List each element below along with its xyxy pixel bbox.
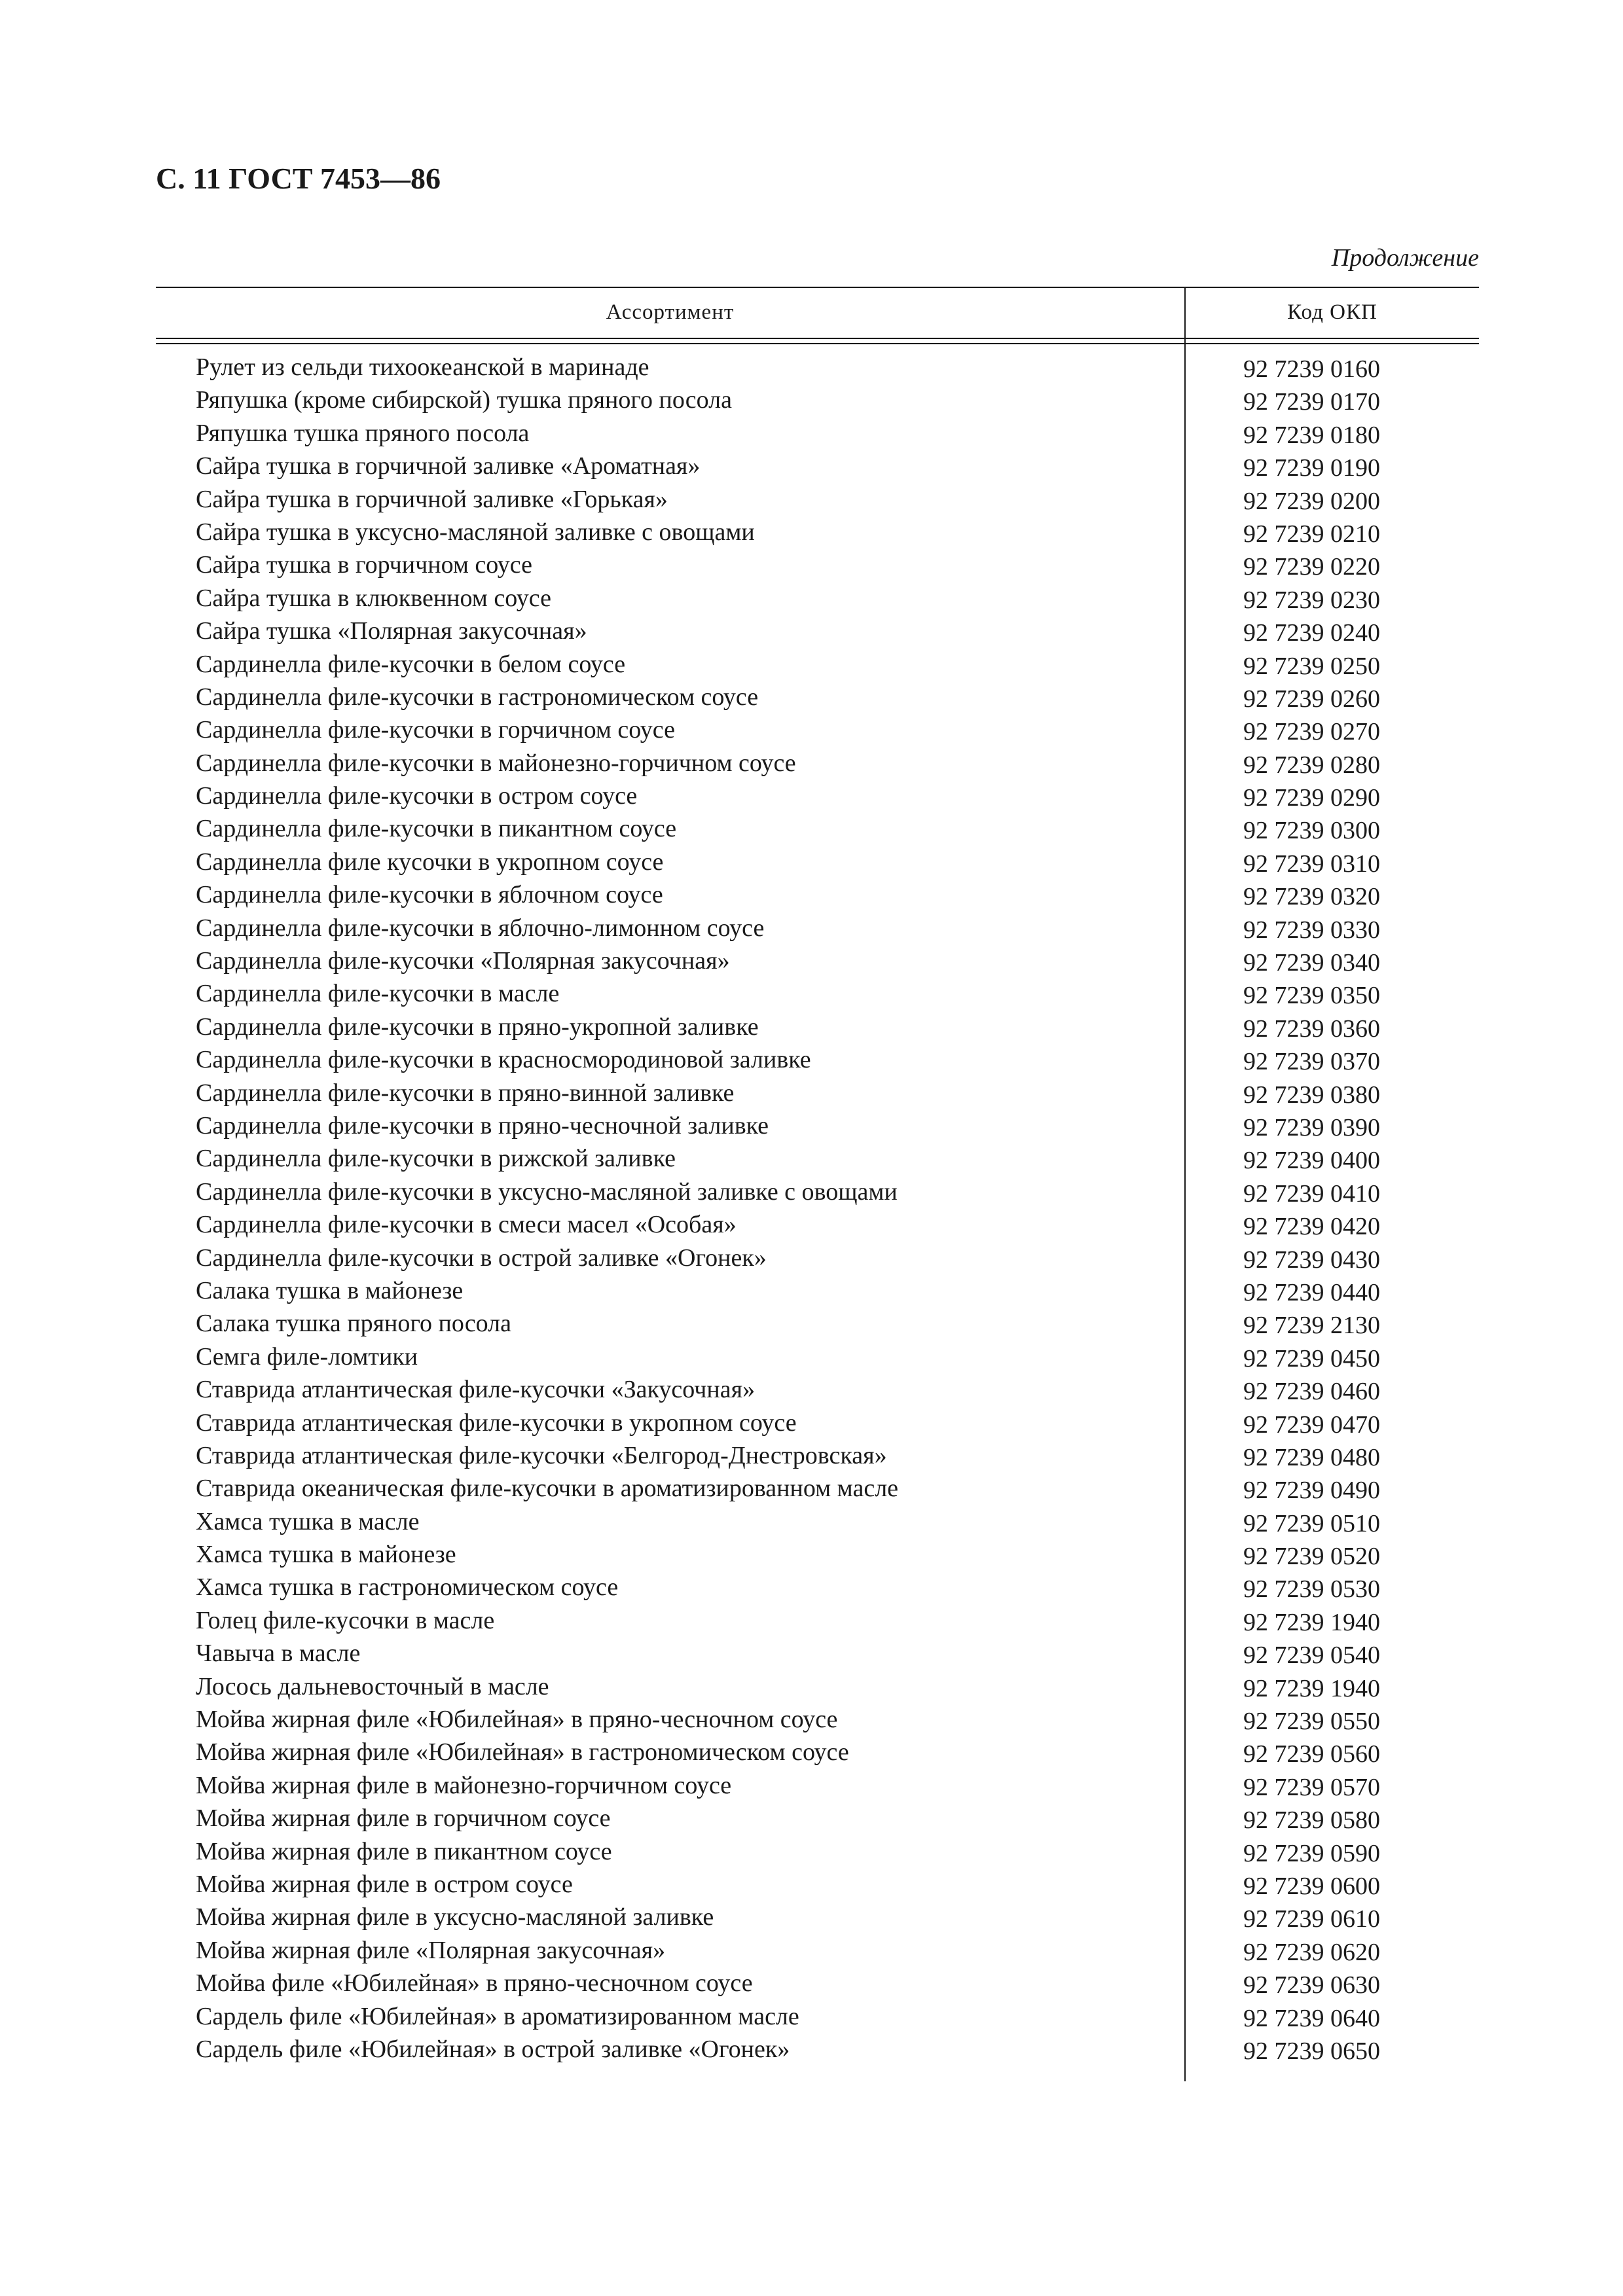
assortment-name: Мойва жирная филе в горчичном соусе bbox=[196, 1804, 611, 1833]
assortment-name: Ряпушка (кроме сибирской) тушка пряного посола bbox=[196, 386, 732, 414]
column-header-okp-code: Код ОКП bbox=[1287, 300, 1377, 324]
assortment-name: Сайра тушка в горчичной заливке «Горькая» bbox=[196, 485, 668, 513]
okp-code: 92 7239 0250 bbox=[1243, 652, 1380, 680]
table-row bbox=[156, 713, 1479, 746]
table-row bbox=[156, 582, 1479, 615]
okp-code: 92 7239 0370 bbox=[1243, 1048, 1380, 1076]
table-row bbox=[156, 1373, 1479, 1406]
okp-code: 92 7239 0490 bbox=[1243, 1477, 1380, 1505]
table-row bbox=[156, 1934, 1479, 1967]
okp-code: 92 7239 0600 bbox=[1243, 1872, 1380, 1900]
table-row bbox=[156, 516, 1479, 548]
assortment-name: Ставрида атлантическая филе-кусочки «Закусочная» bbox=[196, 1376, 756, 1404]
table-row bbox=[156, 384, 1479, 416]
okp-code: 92 7239 0210 bbox=[1243, 520, 1380, 548]
table-row bbox=[156, 417, 1479, 450]
okp-code: 92 7239 0590 bbox=[1243, 1839, 1380, 1867]
okp-code: 92 7239 2130 bbox=[1243, 1312, 1380, 1340]
okp-code: 92 7239 0570 bbox=[1243, 1773, 1380, 1801]
okp-code: 92 7239 0620 bbox=[1243, 1938, 1380, 1966]
okp-code: 92 7239 0440 bbox=[1243, 1278, 1380, 1306]
assortment-name: Сардинелла филе-кусочки в белом соусе bbox=[196, 650, 626, 678]
assortment-name: Сардинелла филе-кусочки в красносмородиновой заливке bbox=[196, 1046, 811, 1074]
okp-code: 92 7239 1940 bbox=[1243, 1608, 1380, 1636]
table-row bbox=[156, 1637, 1479, 1670]
assortment-name: Сардинелла филе-кусочки в яблочном соусе bbox=[196, 881, 663, 909]
assortment-name: Рулет из сельди тихоокеанской в маринаде bbox=[196, 353, 649, 381]
table-row bbox=[156, 1736, 1479, 1768]
table-row bbox=[156, 1439, 1479, 1472]
assortment-name: Сардинелла филе-кусочки в пряно-укропной заливке bbox=[196, 1013, 759, 1041]
assortment-name: Сардинелла филе-кусочки в рижской заливке bbox=[196, 1145, 676, 1173]
okp-code: 92 7239 0420 bbox=[1243, 1213, 1380, 1241]
okp-code: 92 7239 0470 bbox=[1243, 1410, 1380, 1439]
assortment-name: Хамса тушка в майонезе bbox=[196, 1541, 456, 1569]
table-row bbox=[156, 812, 1479, 845]
assortment-name: Сайра тушка «Полярная закусочная» bbox=[196, 617, 587, 645]
okp-code: 92 7239 0170 bbox=[1243, 388, 1380, 416]
table-row bbox=[156, 1868, 1479, 1901]
table-row bbox=[156, 878, 1479, 911]
assortment-name: Мойва жирная филе в остром соусе bbox=[196, 1870, 573, 1898]
assortment-name: Сардинелла филе-кусочки в остром соусе bbox=[196, 782, 638, 810]
table-row bbox=[156, 1407, 1479, 1439]
assortment-name: Сайра тушка в уксусно-масляной заливке с овощами bbox=[196, 518, 755, 546]
assortment-name: Чавыча в масле bbox=[196, 1640, 361, 1668]
table-row bbox=[156, 780, 1479, 812]
assortment-name: Сардинелла филе-кусочки в острой заливке «Огонек» bbox=[196, 1244, 767, 1272]
okp-code: 92 7239 0260 bbox=[1243, 685, 1380, 713]
table-row bbox=[156, 944, 1479, 977]
table-row bbox=[156, 2033, 1479, 2066]
assortment-name: Мойва филе «Юбилейная» в пряно-чесночном соусе bbox=[196, 1969, 753, 1998]
table-row bbox=[156, 1011, 1479, 1043]
assortment-name: Мойва жирная филе «Юбилейная» в пряно-чесночном соусе bbox=[196, 1706, 838, 1734]
page-title: С. 11 ГОСТ 7453—86 bbox=[156, 162, 441, 195]
assortment-name: Голец филе-кусочки в масле bbox=[196, 1606, 495, 1634]
table-row bbox=[156, 1670, 1479, 1703]
assortment-name: Мойва жирная филе в пикантном соусе bbox=[196, 1837, 612, 1865]
table-row bbox=[156, 1077, 1479, 1109]
table-row bbox=[156, 1274, 1479, 1307]
okp-code: 92 7239 0330 bbox=[1243, 916, 1380, 944]
assortment-name: Ряпушка тушка пряного посола bbox=[196, 419, 530, 447]
assortment-name: Сардинелла филе-кусочки в пряно-винной заливке bbox=[196, 1079, 735, 1107]
table-body bbox=[156, 351, 1479, 2066]
assortment-name: Сардель филе «Юбилейная» в острой заливке «Огонек» bbox=[196, 2035, 790, 2063]
table-row bbox=[156, 1769, 1479, 1802]
table-row bbox=[156, 1340, 1479, 1373]
okp-code: 92 7239 0240 bbox=[1243, 619, 1380, 647]
table-row bbox=[156, 483, 1479, 516]
okp-code: 92 7239 0650 bbox=[1243, 2037, 1380, 2065]
table-row bbox=[156, 1901, 1479, 1933]
table-row bbox=[156, 450, 1479, 482]
okp-code: 92 7239 0610 bbox=[1243, 1905, 1380, 1933]
assortment-name: Мойва жирная филе в майонезно-горчичном соусе bbox=[196, 1771, 732, 1799]
assortment-name: Хамса тушка в гастрономическом соусе bbox=[196, 1573, 619, 1602]
assortment-name: Сардинелла филе-кусочки в пряно-чесночной заливке bbox=[196, 1111, 769, 1139]
assortment-name: Сардинелла филе-кусочки в горчичном соусе bbox=[196, 716, 676, 744]
assortment-name: Хамса тушка в масле bbox=[196, 1507, 420, 1535]
table-row bbox=[156, 548, 1479, 581]
table-row bbox=[156, 1175, 1479, 1208]
assortment-name: Мойва жирная филе в уксусно-масляной заливке bbox=[196, 1903, 714, 1931]
okp-code: 92 7239 0520 bbox=[1243, 1543, 1380, 1571]
okp-code: 92 7239 0480 bbox=[1243, 1443, 1380, 1471]
assortment-name: Лосось дальневосточный в масле bbox=[196, 1672, 549, 1700]
okp-code: 92 7239 0360 bbox=[1243, 1014, 1380, 1043]
header-rule bbox=[156, 338, 1479, 339]
table-row bbox=[156, 1538, 1479, 1571]
okp-code: 92 7239 0350 bbox=[1243, 982, 1380, 1010]
table-row bbox=[156, 1604, 1479, 1637]
okp-code: 92 7239 0380 bbox=[1243, 1081, 1380, 1109]
assortment-name: Сардинелла филе-кусочки в пикантном соусе bbox=[196, 815, 677, 843]
assortment-name: Сардинелла филе-кусочки «Полярная закусочная» bbox=[196, 947, 730, 975]
assortment-name: Сайра тушка в горчичной заливке «Ароматная» bbox=[196, 452, 701, 480]
assortment-name: Сайра тушка в клюквенном соусе bbox=[196, 584, 551, 612]
assortment-name: Сардель филе «Юбилейная» в ароматизированном масле bbox=[196, 2002, 799, 2030]
assortment-name: Ставрида атлантическая филе-кусочки «Белгород-Днестровская» bbox=[196, 1441, 887, 1469]
okp-code: 92 7239 0160 bbox=[1243, 355, 1380, 383]
table-row bbox=[156, 1472, 1479, 1505]
table-row bbox=[156, 1835, 1479, 1868]
table-row bbox=[156, 648, 1479, 681]
okp-code: 92 7239 0580 bbox=[1243, 1806, 1380, 1835]
okp-code: 92 7239 0510 bbox=[1243, 1509, 1380, 1537]
table-row bbox=[156, 846, 1479, 878]
assortment-table bbox=[156, 287, 1479, 2081]
okp-code: 92 7239 0450 bbox=[1243, 1344, 1380, 1372]
okp-code: 92 7239 0180 bbox=[1243, 421, 1380, 449]
table-row bbox=[156, 2000, 1479, 2033]
okp-code: 92 7239 0460 bbox=[1243, 1378, 1380, 1406]
okp-code: 92 7239 0630 bbox=[1243, 1971, 1380, 2000]
okp-code: 92 7239 0300 bbox=[1243, 817, 1380, 845]
assortment-name: Семга филе-ломтики bbox=[196, 1342, 418, 1371]
header-rule-double bbox=[156, 343, 1479, 344]
table-row bbox=[156, 1208, 1479, 1241]
okp-code: 92 7239 0390 bbox=[1243, 1113, 1380, 1141]
okp-code: 92 7239 0400 bbox=[1243, 1147, 1380, 1175]
assortment-name: Мойва жирная филе «Юбилейная» в гастрономическом соусе bbox=[196, 1738, 849, 1767]
assortment-name: Мойва жирная филе «Полярная закусочная» bbox=[196, 1936, 666, 1964]
table-row bbox=[156, 1043, 1479, 1076]
table-row bbox=[156, 912, 1479, 944]
table-row bbox=[156, 1242, 1479, 1274]
table-row bbox=[156, 977, 1479, 1010]
okp-code: 92 7239 0290 bbox=[1243, 784, 1380, 812]
okp-code: 92 7239 0410 bbox=[1243, 1179, 1380, 1208]
table-row bbox=[156, 1571, 1479, 1604]
okp-code: 92 7239 0560 bbox=[1243, 1740, 1380, 1768]
okp-code: 92 7239 0190 bbox=[1243, 454, 1380, 482]
assortment-name: Салака тушка пряного посола bbox=[196, 1310, 512, 1338]
table-row bbox=[156, 615, 1479, 647]
assortment-name: Ставрида атлантическая филе-кусочки в укропном соусе bbox=[196, 1408, 797, 1437]
table-row bbox=[156, 1307, 1479, 1340]
okp-code: 92 7239 0430 bbox=[1243, 1246, 1380, 1274]
table-row bbox=[156, 351, 1479, 384]
assortment-name: Ставрида океаническая филе-кусочки в ароматизированном масле bbox=[196, 1475, 899, 1503]
table-row bbox=[156, 1109, 1479, 1142]
assortment-name: Сардинелла филе-кусочки в гастрономическом соусе bbox=[196, 683, 759, 711]
assortment-name: Сайра тушка в горчичном соусе bbox=[196, 551, 533, 579]
okp-code: 92 7239 1940 bbox=[1243, 1674, 1380, 1702]
okp-code: 92 7239 0310 bbox=[1243, 850, 1380, 878]
table-row bbox=[156, 1967, 1479, 2000]
okp-code: 92 7239 0540 bbox=[1243, 1641, 1380, 1670]
okp-code: 92 7239 0220 bbox=[1243, 553, 1380, 581]
assortment-name: Сардинелла филе-кусочки в смеси масел «Особая» bbox=[196, 1211, 737, 1239]
table-row bbox=[156, 681, 1479, 713]
okp-code: 92 7239 0530 bbox=[1243, 1575, 1380, 1604]
okp-code: 92 7239 0270 bbox=[1243, 718, 1380, 746]
table-row bbox=[156, 747, 1479, 780]
column-header-assortment: Ассортимент bbox=[606, 300, 735, 324]
okp-code: 92 7239 0320 bbox=[1243, 883, 1380, 911]
okp-code: 92 7239 0200 bbox=[1243, 487, 1380, 515]
okp-code: 92 7239 0340 bbox=[1243, 949, 1380, 977]
table-row bbox=[156, 1703, 1479, 1736]
table-row bbox=[156, 1142, 1479, 1175]
assortment-name: Сардинелла филе-кусочки в масле bbox=[196, 980, 560, 1008]
table-row bbox=[156, 1505, 1479, 1538]
okp-code: 92 7239 0230 bbox=[1243, 586, 1380, 614]
assortment-name: Сардинелла филе-кусочки в майонезно-горчичном соусе bbox=[196, 749, 796, 777]
assortment-name: Салака тушка в майонезе bbox=[196, 1276, 464, 1304]
okp-code: 92 7239 0550 bbox=[1243, 1708, 1380, 1736]
assortment-name: Сардинелла филе кусочки в укропном соусе bbox=[196, 848, 664, 876]
assortment-name: Сардинелла филе-кусочки в яблочно-лимонном соусе bbox=[196, 914, 765, 942]
continuation-label: Продолжение bbox=[1331, 244, 1479, 272]
table-row bbox=[156, 1802, 1479, 1835]
okp-code: 92 7239 0640 bbox=[1243, 2004, 1380, 2032]
okp-code: 92 7239 0280 bbox=[1243, 751, 1380, 779]
assortment-name: Сардинелла филе-кусочки в уксусно-масляной заливке с овощами bbox=[196, 1177, 898, 1206]
